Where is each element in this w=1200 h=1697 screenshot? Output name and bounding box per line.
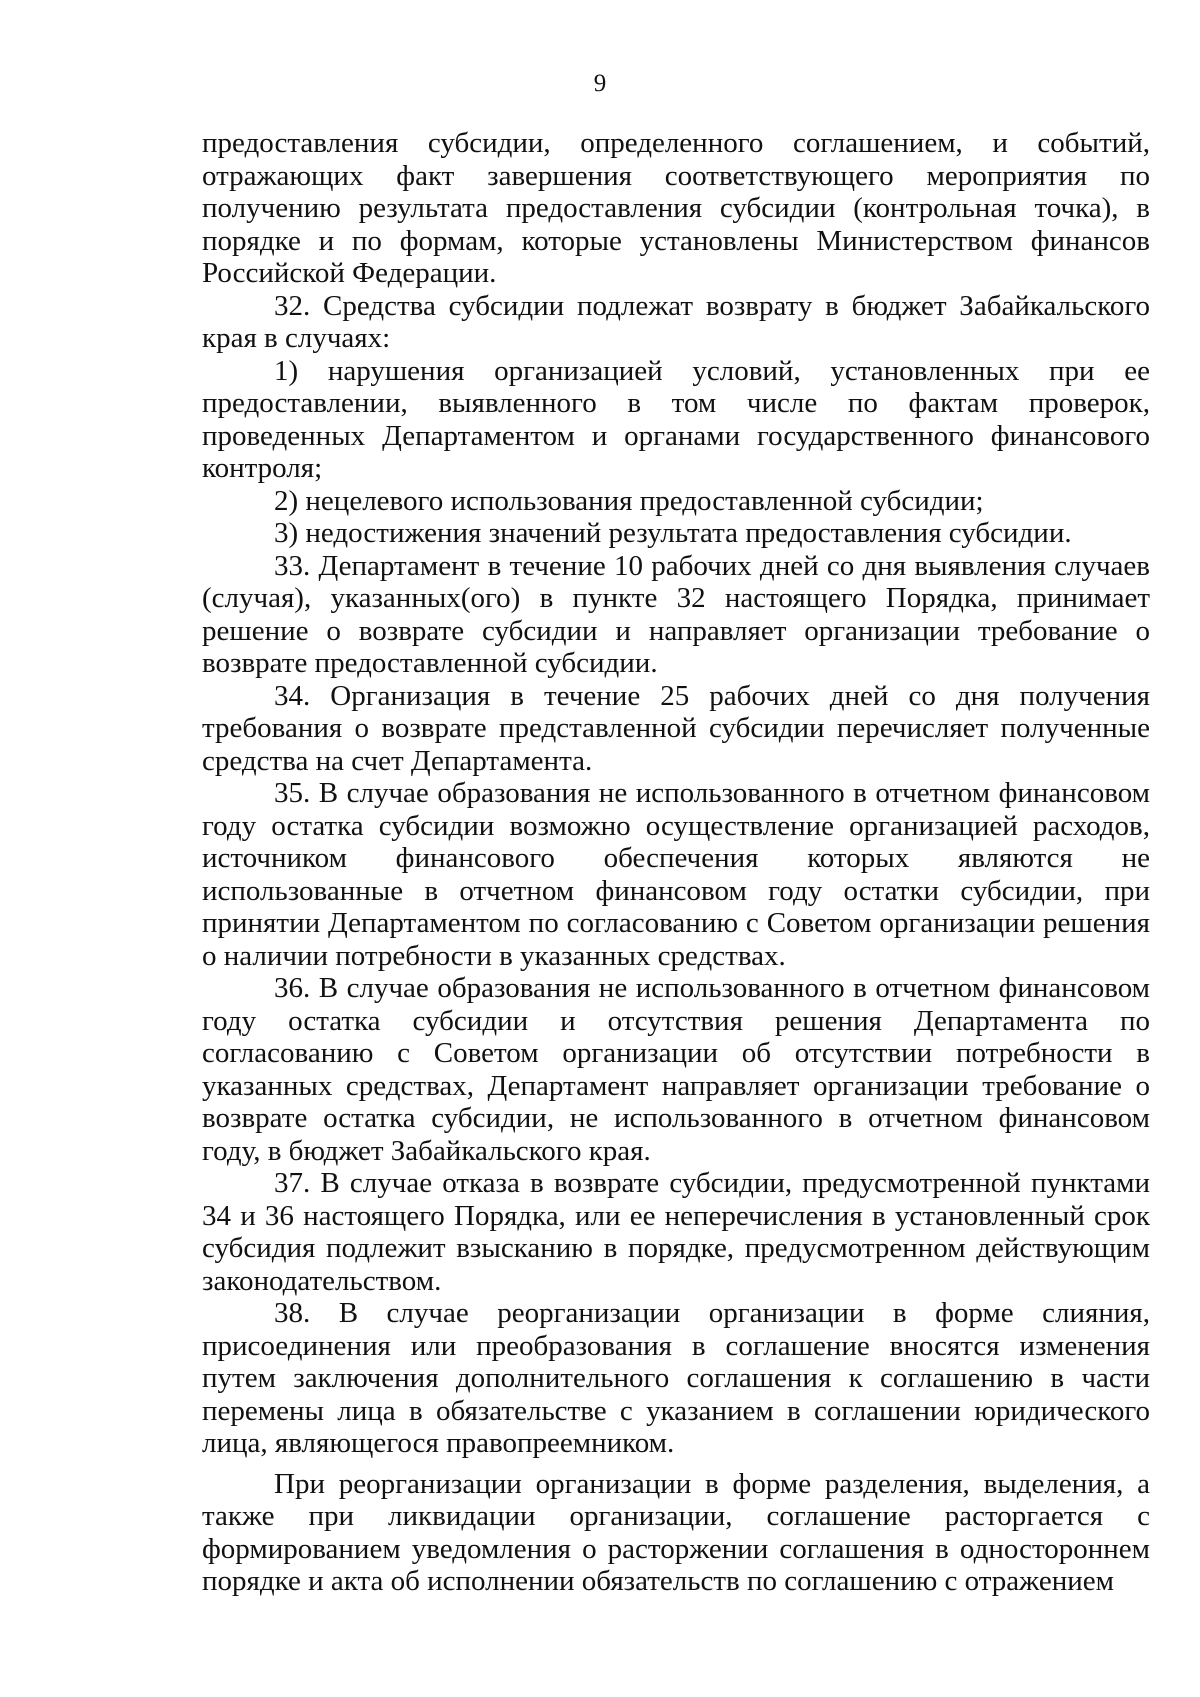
list-item-32-1: 1) нарушения организацией условий, установленных при ее предоставлении, выявленного в том числе по фактам проверок, проведенных Департаментом и органами государственного финансового контроля; (202, 354, 1150, 484)
paragraph-38-reorganization: При реорганизации организации в форме разделения, выделения, а также при ликвидации организации, соглашение расторгается с формированием уведомления о расторжении соглашения в одностороннем порядке и акта об исполнении обязательств по соглашению с отражением (202, 1467, 1150, 1597)
paragraph-35: 35. В случае образования не использованного в отчетном финансовом году остатка субсидии возможно осуществление организацией расходов, источником финансового обеспечения которых являются не использованные в отчетном финансовом году остатки субсидии, при принятии Департаментом по согласованию с Советом организации решения о наличии потребности в указанных средствах. (202, 777, 1150, 972)
paragraph-continuation: предоставления субсидии, определенного соглашением, и событий, отражающих факт завершения соответствующего мероприятия по получению результата предоставления субсидии (контрольная точка), в порядке и по формам, которые установлены Министерством финансов Российской Федерации. (202, 127, 1150, 289)
paragraph-38: 38. В случае реорганизации организации в форме слияния, присоединения или преобразования в соглашение вносятся изменения путем заключения дополнительного соглашения к соглашению в части перемены лица в обязательстве с указанием в соглашении юридического лица, являющегося правопреемником. (202, 1297, 1150, 1459)
list-item-32-2: 2) нецелевого использования предоставленной субсидии; (274, 484, 984, 517)
page-number: 9 (593, 70, 607, 97)
paragraph-32: 32. Средства субсидии подлежат возврату в бюджет Забайкальского края в случаях: (202, 289, 1150, 354)
paragraph-36: 36. В случае образования не использованного в отчетном финансовом году остатка субсидии и отсутствия решения Департамента по согласованию с Советом организации об отсутствии потребности в указанных средствах, Департамент направляет организации требование о возврате остатка субсидии, не использованного в отчетном финансовом году, в бюджет Забайкальского края. (202, 972, 1150, 1167)
document-body (202, 127, 1150, 1598)
paragraph-34: 34. Организация в течение 25 рабочих дней со дня получения требования о возврате представленной субсидии перечисляет полученные средства на счет Департамента. (202, 679, 1150, 777)
paragraph-33: 33. Департамент в течение 10 рабочих дней со дня выявления случаев (случая), указанных(ого) в пункте 32 настоящего Порядка, принимает решение о возврате субсидии и направляет организации требование о возврате предоставленной субсидии. (202, 549, 1150, 679)
paragraph-37: 37. В случае отказа в возврате субсидии, предусмотренной пунктами 34 и 36 настоящего Порядка, или ее неперечисления в установленный срок субсидия подлежит взысканию в порядке, предусмотренном действующим законодательством. (202, 1167, 1150, 1297)
list-item-32-3: 3) недостижения значений результата предоставления субсидии. (274, 517, 1072, 549)
